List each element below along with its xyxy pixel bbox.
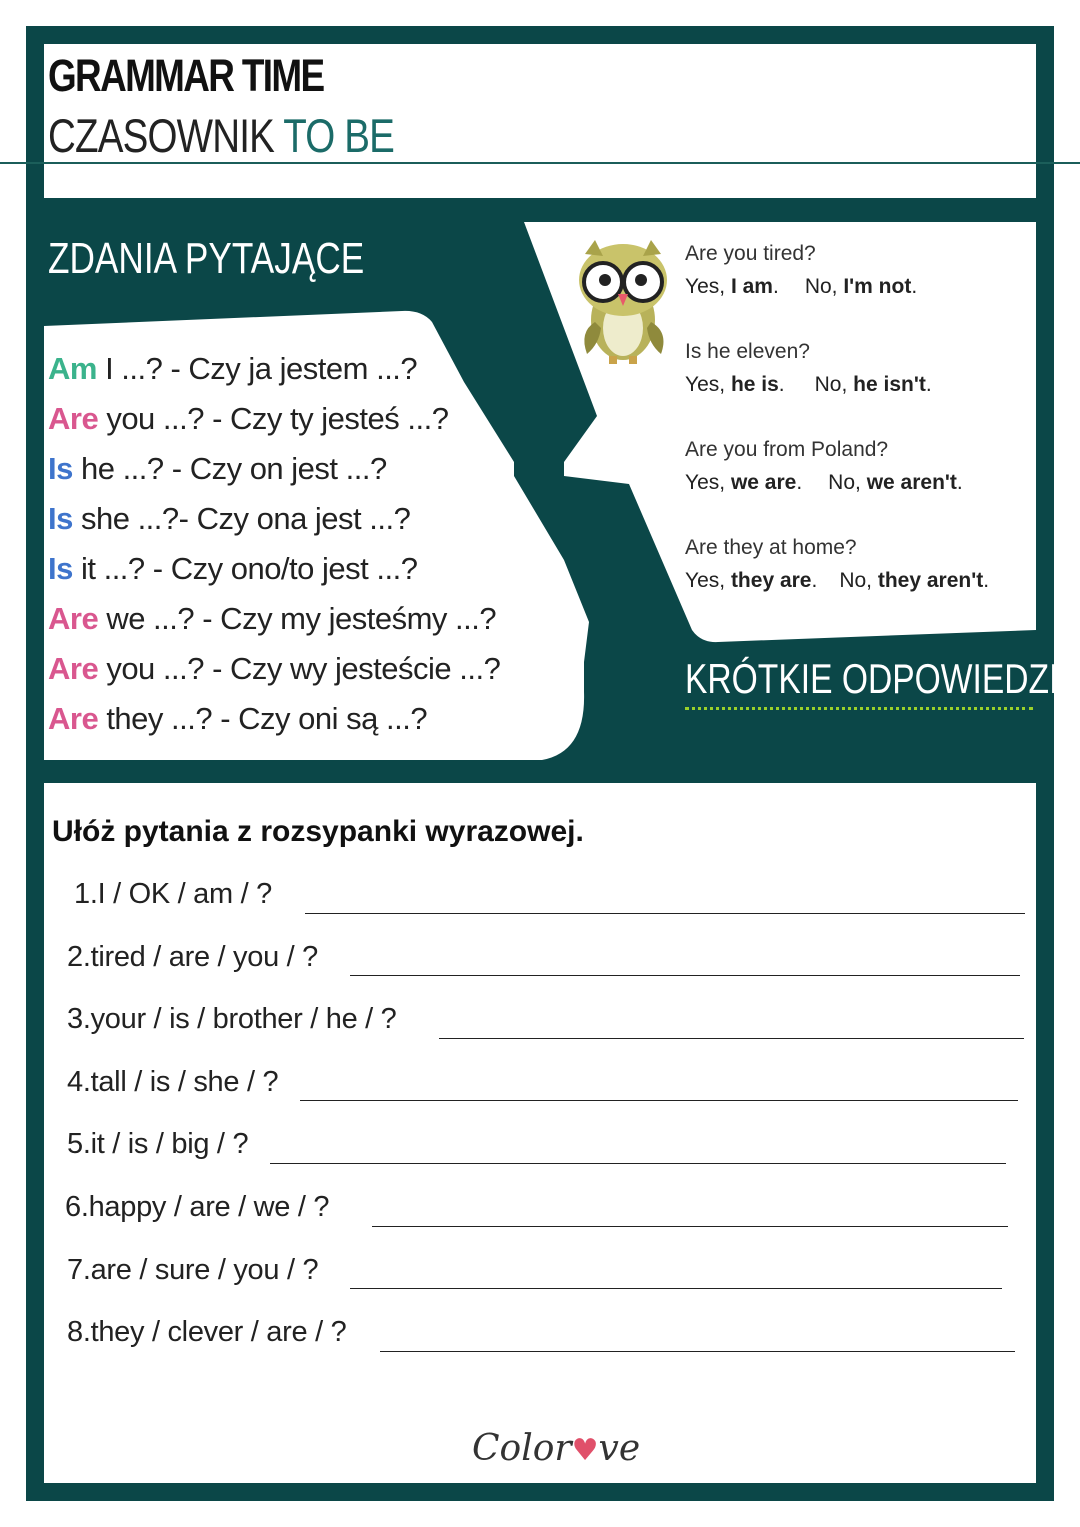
answer-line-input[interactable] [380, 1351, 1015, 1352]
answer-yes: they are [730, 569, 812, 592]
verb: Is [48, 451, 73, 486]
answer-punct: . [772, 275, 779, 298]
question-text: you ...? - Czy ty jesteś ...? [98, 401, 449, 436]
exercise-item: 3.your / is / brother / he / ? [67, 1003, 397, 1035]
question-line [48, 351, 417, 387]
answer-no-prefix: No, [804, 275, 844, 298]
answer-yes-prefix: Yes, [685, 569, 731, 592]
question-text: it ...? - Czy ono/to jest ...? [72, 551, 418, 586]
question-line [48, 401, 448, 437]
verb: Is [48, 551, 73, 586]
exercise-item: 1.I / OK / am / ? [74, 878, 272, 910]
answer-line-input[interactable] [439, 1038, 1024, 1039]
answer-no: he isn't [853, 373, 926, 396]
verb: Are [48, 601, 99, 636]
answer-line-input[interactable] [300, 1100, 1018, 1101]
exercise-item: 2.tired / are / you / ? [67, 941, 319, 973]
answer-no: we aren't [866, 471, 957, 494]
answer-punct: . [925, 373, 932, 396]
logo-text-end: ve [598, 1428, 641, 1469]
exercise-item: 4.tall / is / she / ? [67, 1066, 279, 1098]
question-line [48, 501, 410, 537]
answer-no: they aren't [877, 569, 984, 592]
answer-line [685, 373, 932, 397]
answer-punct: . [983, 569, 990, 592]
answer-no: I'm not [843, 275, 912, 298]
answer-question: Are you from Poland? [685, 438, 889, 461]
exercise-item: 7.are / sure / you / ? [67, 1254, 319, 1286]
exercise-item: 6.happy / are / we / ? [65, 1191, 330, 1223]
page-subtitle [48, 108, 394, 163]
subtitle-main: CZASOWNIK [48, 109, 275, 162]
answer-no-prefix: No, [828, 471, 867, 494]
answer-no-prefix: No, [814, 373, 854, 396]
answer-line [685, 569, 989, 593]
answer-line [685, 275, 917, 299]
verb: Is [48, 501, 73, 536]
question-text: they ...? - Czy oni są ...? [98, 701, 428, 736]
short-answers-title: KRÓTKIE ODPOWIEDZI [685, 655, 1059, 702]
answer-question: Is he eleven? [685, 340, 810, 363]
answer-line-input[interactable] [350, 975, 1020, 976]
question-line [48, 651, 500, 687]
page-title: GRAMMAR TIME [48, 50, 324, 101]
question-text: we ...? - Czy my jesteśmy ...? [98, 601, 497, 636]
exercise-item: 8.they / clever / are / ? [67, 1316, 347, 1348]
answer-no-prefix: No, [839, 569, 878, 592]
brand-logo [472, 1428, 640, 1469]
subtitle-accent: TO BE [283, 109, 395, 162]
answer-yes: we are [730, 471, 797, 494]
verb: Are [48, 401, 99, 436]
answer-yes: I am [730, 275, 773, 298]
logo-text-start: Color [472, 1428, 572, 1469]
verb: Are [48, 701, 99, 736]
answer-yes: he is [730, 373, 779, 396]
verb: Am [48, 351, 97, 386]
answer-punct: . [956, 471, 963, 494]
answer-punct: . [796, 471, 803, 494]
answer-yes-prefix: Yes, [685, 373, 731, 396]
answer-punct: . [778, 373, 785, 396]
title-underline [685, 707, 1033, 710]
exercise-instruction: Ułóż pytania z rozsypanki wyrazowej. [52, 815, 584, 848]
question-line [48, 601, 496, 637]
question-text: I ...? - Czy ja jestem ...? [96, 351, 418, 386]
answer-line-input[interactable] [350, 1288, 1002, 1289]
question-text: she ...?- Czy ona jest ...? [72, 501, 411, 536]
answer-yes-prefix: Yes, [685, 471, 731, 494]
answer-question: Are they at home? [685, 536, 857, 559]
question-line [48, 451, 387, 487]
answer-line-input[interactable] [270, 1163, 1006, 1164]
heart-icon: ♥ [571, 1433, 599, 1468]
answer-yes-prefix: Yes, [685, 275, 731, 298]
question-text: you ...? - Czy wy jesteście ...? [98, 651, 501, 686]
owl-icon [565, 232, 681, 368]
answer-punct: . [811, 569, 818, 592]
question-line [48, 551, 417, 587]
answer-line [685, 471, 963, 495]
grammar-section [44, 222, 1059, 760]
question-text: he ...? - Czy on jest ...? [72, 451, 387, 486]
answer-line-input[interactable] [305, 913, 1025, 914]
verb: Are [48, 651, 99, 686]
questions-title: ZDANIA PYTAJĄCE [48, 234, 365, 283]
answer-line-input[interactable] [372, 1226, 1008, 1227]
answer-punct: . [911, 275, 918, 298]
question-line [48, 701, 427, 737]
exercise-item: 5.it / is / big / ? [67, 1128, 249, 1160]
answer-question: Are you tired? [685, 242, 816, 265]
